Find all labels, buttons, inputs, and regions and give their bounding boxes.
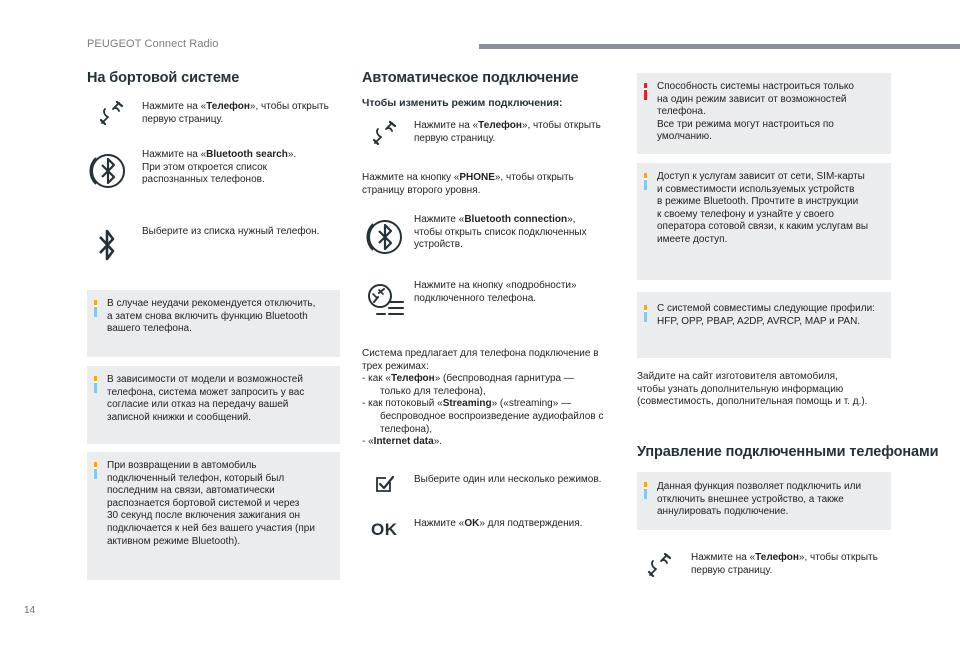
checkbox-checked-icon (375, 474, 395, 494)
phone-handset-icon (99, 101, 125, 125)
info-marker (94, 300, 97, 317)
bluetooth-connection-icon (364, 216, 406, 258)
auto-step-4: Выберите один или несколько режимов. (414, 474, 602, 485)
onboard-step-2: Нажмите на «Bluetooth search». При этом откроется список распознанных телефонов. (142, 149, 297, 186)
auto-step-1: Нажмите на «Телефон», чтобы открыть первую страницу. (414, 120, 601, 144)
auto-para-phone: Нажмите на кнопку «PHONE», чтобы открыть страницу второго уровня. (362, 172, 574, 196)
section-title-manage-phones: Управление подключенными телефонами (637, 444, 939, 460)
auto-step-5: Нажмите «OK» для подтверждения. (414, 518, 583, 529)
info-note-2: В зависимости от модели и возможностей телефона, система может запросить у вас согласие или отказ на передачу вашей записной книжки и сообщений. (87, 366, 340, 444)
page-number: 14 (24, 605, 36, 616)
details-list-icon (365, 280, 405, 320)
subtitle-change-mode: Чтобы изменить режим подключения: (362, 97, 563, 109)
bluetooth-icon (97, 228, 117, 262)
warning-note-1: Способность системы настроиться только на один режим зависит от возможностей телефона. Все три режима могут настроиться по умолчанию. (637, 73, 891, 154)
info-marker (94, 376, 97, 393)
onboard-step-1: Нажмите на «Телефон», чтобы открыть первую страницу. (142, 101, 329, 125)
info-marker (644, 482, 647, 499)
info-note-4: Доступ к услугам зависит от сети, SIM-карты и совместимости используемых устройств в режиме Bluetooth. Прочтите в инструкции к своему телефону и узнайте у своего оператора сотовой связи, к каким услугам вы имеете доступ. (637, 163, 891, 280)
bluetooth-search-icon (87, 150, 129, 192)
info-note-1: В случае неудачи рекомендуется отключить, а затем снова включить функцию Bluetooth вашего телефона. (87, 290, 340, 357)
info-marker (644, 305, 647, 322)
auto-step-2: Нажмите «Bluetooth connection», чтобы открыть список подключенных устройств. (414, 214, 587, 251)
document-header: PEUGEOT Connect Radio (87, 38, 219, 50)
section-title-auto-connect: Автоматическое подключение (362, 70, 579, 86)
info-note-5: С системой совместимы следующие профили: HFP, OPP, PBAP, A2DP, AVRCP, MAP и PAN. (637, 292, 891, 358)
warning-marker (644, 83, 647, 100)
info-marker (644, 173, 647, 190)
onboard-step-3: Выберите из списка нужный телефон. (142, 226, 320, 237)
section-title-onboard: На бортовой системе (87, 70, 240, 86)
header-rule (479, 44, 960, 49)
phone-handset-icon (647, 553, 673, 577)
auto-step-3: Нажмите на кнопку «подробности» подключенного телефона. (414, 280, 577, 304)
ok-icon: OK (371, 520, 398, 539)
manage-step-1: Нажмите на «Телефон», чтобы открыть первую страницу. (691, 552, 878, 576)
phone-handset-icon (372, 121, 398, 145)
info-marker (94, 462, 97, 479)
auto-para-modes: Система предлагает для телефона подключение в трех режимах: - как «Телефон» (беспроводная гарнитура — только для телефона), - как потоковый «Streaming» («streaming» — беспроводное воспроизведение аудиофайлов с телефона), - «Internet data». (362, 348, 604, 448)
info-note-3: При возвращении в автомобиль подключенный телефон, который был последним на связи, автоматически распознается бортовой системой и через 30 секунд после включения зажигания он подключается к ней без вашего участия (при активном режиме Bluetooth). (87, 452, 340, 580)
manufacturer-site-para: Зайдите на сайт изготовителя автомобиля, чтобы узнать дополнительную информацию (совместимость, дополнительная помощь и т. д.). (637, 371, 868, 408)
info-note-6: Данная функция позволяет подключить или отключить внешнее устройство, а также аннулировать подключение. (637, 472, 891, 530)
